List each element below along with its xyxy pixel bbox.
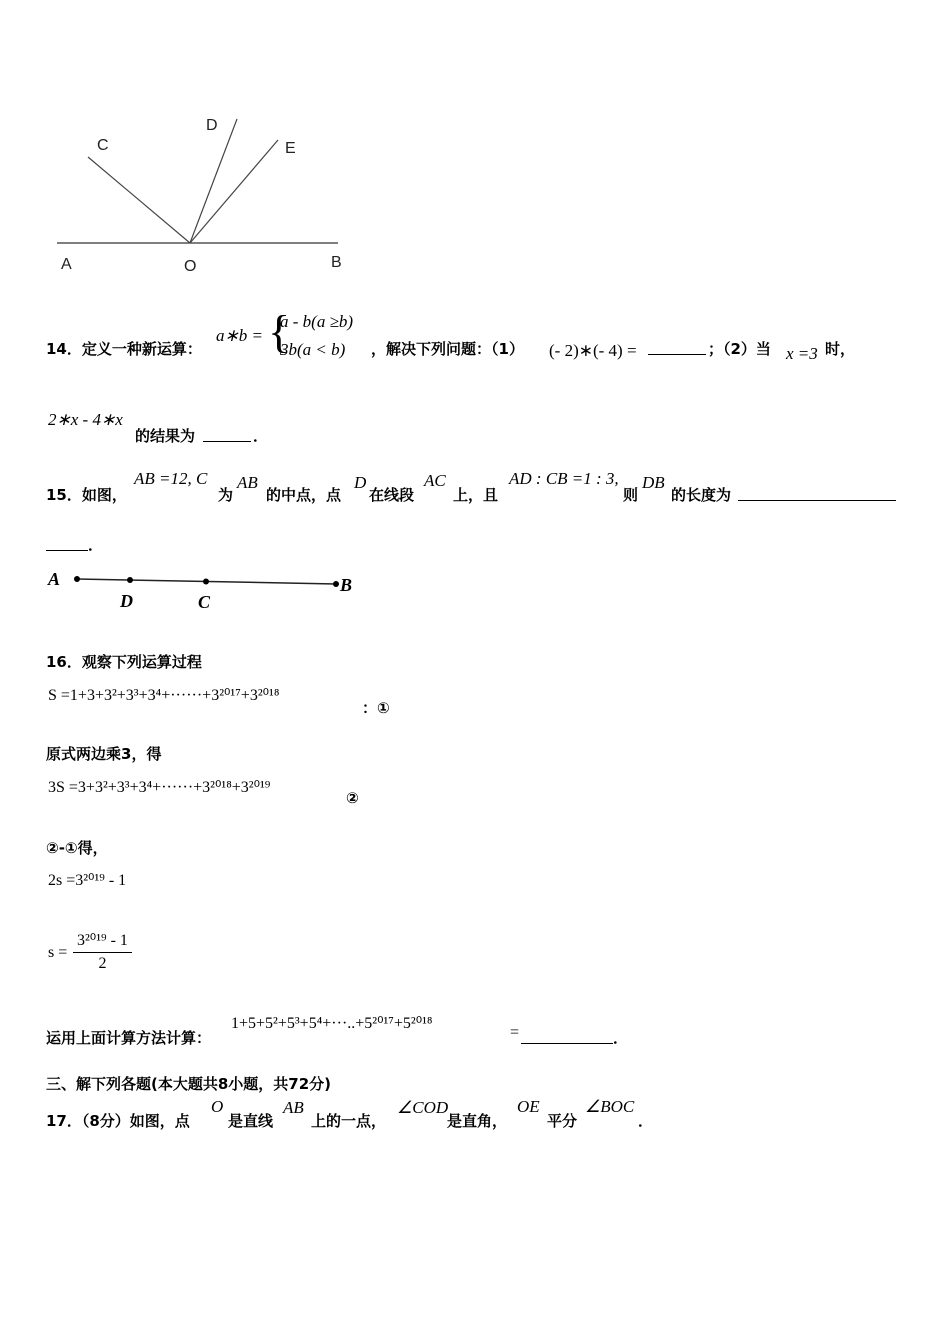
q16-eq4-fraction xyxy=(73,930,132,973)
point-d xyxy=(127,577,133,583)
q14-number: 14．定义一种新运算： xyxy=(46,340,202,358)
q14-cond: x =3 xyxy=(786,344,818,363)
q16-apply: 运用上面计算方法计算： xyxy=(46,1029,212,1047)
seg-label-c: C xyxy=(198,592,211,612)
q17-t2: 上的一点， xyxy=(311,1112,387,1130)
label-a: A xyxy=(61,256,72,273)
q17-t3: 是直角， xyxy=(447,1112,508,1130)
section3-title: 三、解下列各题(本大题共8小题，共72分) xyxy=(46,1075,332,1093)
q14-brace: { xyxy=(268,306,291,357)
q14-sep: ；（2）当 xyxy=(708,340,771,358)
seg-label-a: A xyxy=(48,569,61,589)
q16-blank xyxy=(521,1027,613,1046)
q15-end: ． xyxy=(88,536,104,554)
seg-label-b: B xyxy=(340,575,353,595)
q16-eq1-mark: ：① xyxy=(362,699,390,717)
q14-end: ． xyxy=(253,427,269,445)
q15-t5: 则 xyxy=(623,486,639,504)
q14-expr2: 2∗x - 4∗x xyxy=(48,410,123,429)
q14-blank2 xyxy=(203,425,251,444)
label-c: C xyxy=(97,137,109,154)
q17-number: 17．（8分）如图，点 xyxy=(46,1112,190,1130)
q14-case1: a - b(a ≥b) xyxy=(280,312,354,331)
q16-eq4-num: 3²⁰¹⁹ - 1 xyxy=(73,930,132,953)
label-e: E xyxy=(285,140,296,157)
q17-t4: 平分 xyxy=(547,1112,578,1130)
q16-eq3: 2s =3²⁰¹⁹ - 1 xyxy=(48,872,127,889)
q16-multiply: 原式两边乘3，得 xyxy=(46,745,162,763)
q14-mid: ，解决下列问题：（1） xyxy=(371,340,524,358)
q14-cond-end: 时， xyxy=(825,340,856,358)
q15-ratio: AD : CB =1 : 3, xyxy=(509,469,619,488)
q17-t1: 是直线 xyxy=(228,1112,274,1130)
point-c xyxy=(203,579,209,585)
angle-figure xyxy=(40,105,370,285)
q16-eq1: S =1+3+3²+3³+3⁴+······+3²⁰¹⁷+3²⁰¹⁸ xyxy=(48,687,280,704)
ray-od xyxy=(190,119,237,243)
seg-label-d: D xyxy=(120,591,133,611)
q14-expr1: (- 2)∗(- 4) = xyxy=(549,341,637,360)
q14-result-text: 的结果为 xyxy=(135,427,196,445)
q17-end: ． xyxy=(638,1112,654,1130)
q16-eq5-eq: = xyxy=(510,1024,520,1041)
q15-t4: 上，且 xyxy=(453,486,499,504)
q15-number: 15．如图， xyxy=(46,486,127,504)
q16-subtract: ②-①得， xyxy=(46,839,108,857)
label-b: B xyxy=(331,254,342,271)
q14-def-lhs: a∗b = xyxy=(216,326,263,345)
q15-ac: AC xyxy=(424,471,446,490)
label-o: O xyxy=(184,258,197,275)
q15-t1: 为 xyxy=(218,486,234,504)
q15-db: DB xyxy=(642,473,665,492)
q16-title: 16．观察下列运算过程 xyxy=(46,653,202,671)
q17-cod: ∠COD xyxy=(397,1098,449,1117)
q15-blank xyxy=(738,484,896,503)
q17-o: O xyxy=(211,1097,224,1116)
point-a xyxy=(74,576,80,582)
q15-given: AB =12, C xyxy=(134,469,208,488)
segment-figure xyxy=(40,565,370,615)
ray-oc xyxy=(88,157,190,243)
q17-ab: AB xyxy=(283,1098,304,1117)
point-b xyxy=(333,581,339,587)
q16-eq2: 3S =3+3²+3³+3⁴+······+3²⁰¹⁸+3²⁰¹⁹ xyxy=(48,779,271,796)
q15-d: D xyxy=(354,473,367,492)
q15-t6: 的长度为 xyxy=(671,486,732,504)
q17-boc: ∠BOC xyxy=(585,1097,635,1116)
q16-end: ． xyxy=(613,1029,629,1047)
q16-eq2-mark: ② xyxy=(346,789,359,807)
q16-eq5: 1+5+5²+5³+5⁴+···..+5²⁰¹⁷+5²⁰¹⁸ xyxy=(231,1015,433,1032)
q16-eq4-den: 2 xyxy=(98,955,107,972)
q15-t2: 的中点，点 xyxy=(266,486,342,504)
q15-t3: 在线段 xyxy=(369,486,415,504)
q14-case2: 3b(a < b) xyxy=(280,340,346,359)
ray-oe xyxy=(190,140,278,243)
q14-blank1 xyxy=(648,338,706,357)
q17-oe: OE xyxy=(517,1097,540,1116)
q15-blank-cont xyxy=(46,534,88,553)
q15-ab: AB xyxy=(237,473,258,492)
label-d: D xyxy=(206,117,218,134)
q16-eq4-lhs: s = xyxy=(48,944,68,961)
